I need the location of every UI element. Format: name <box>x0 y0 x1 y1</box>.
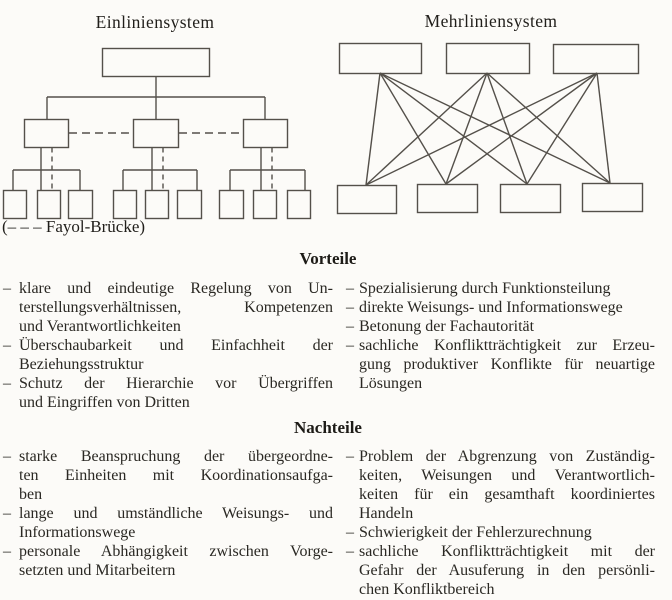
node-box <box>583 184 643 212</box>
item-text: starke Beanspruchung der übergeordne- ten Einheiten mit Koordinationsaufga- ben <box>19 448 333 503</box>
list-item <box>346 317 655 336</box>
node-box <box>25 120 69 148</box>
node-box <box>338 186 397 214</box>
connector-line <box>597 73 610 183</box>
list-item <box>3 447 333 504</box>
connector-line <box>380 73 446 184</box>
node-box <box>178 191 202 219</box>
list-item <box>3 504 333 542</box>
dash-bullet: – <box>3 543 11 560</box>
dash-bullet: – <box>346 524 354 541</box>
item-text: personale Abhängigkeit zwischen Vorge- setzten und Mitarbeitern <box>19 543 333 579</box>
fayol-bruecke-caption: (– – – Fayol-Brücke) <box>2 217 146 236</box>
list-item <box>346 542 655 599</box>
node-box <box>114 191 137 219</box>
node-box <box>288 191 311 219</box>
list-item <box>3 279 333 336</box>
vorteile-heading: Vorteile <box>299 249 357 268</box>
item-text: direkte Weisungs- und Informationswege <box>359 299 623 316</box>
item-text: lange und umständliche Weisungs- und Informationswege <box>19 505 333 541</box>
list-item <box>3 336 333 374</box>
dash-bullet: – <box>346 448 354 465</box>
list-item <box>3 374 333 412</box>
connector-line <box>487 73 610 183</box>
list-item <box>346 279 655 298</box>
dash-bullet: – <box>346 318 354 335</box>
item-text: sachliche Konfliktträchtigkeit zur Erzeu- gung produktiver Konflikte für neuartige Lösungen <box>359 337 655 392</box>
node-box <box>244 120 288 148</box>
mehrliniensystem-title: Mehrliniensystem <box>424 11 558 31</box>
node-box <box>340 44 422 74</box>
item-text: Problem der Abgrenzung von Zuständig- keiten, Weisungen und Verantwortlich- keiten für ein gesamthaft koordiniertes Handeln <box>359 448 655 522</box>
list-item <box>346 298 655 317</box>
item-text: Betonung der Fachautorität <box>359 318 535 335</box>
dash-bullet: – <box>3 375 11 392</box>
item-text: Schwierigkeit der Fehlerzurechnung <box>359 524 592 541</box>
connector-line <box>366 73 487 185</box>
item-text: Spezialisierung durch Funktionsteilung <box>359 280 611 297</box>
dash-bullet: – <box>3 448 11 465</box>
list-item <box>346 523 655 542</box>
list-item <box>3 542 333 580</box>
node-box <box>447 44 530 74</box>
node-box <box>134 120 179 148</box>
dash-bullet: – <box>3 505 11 522</box>
node-box <box>220 191 244 219</box>
item-text: sachliche Konfliktträchtigkeit mit der Gefahr der Ausuferung in den persönli- chen Konfliktbereich <box>359 543 655 598</box>
dash-bullet: – <box>346 337 354 354</box>
node-box <box>501 185 561 213</box>
nachteile-right-column <box>346 447 655 599</box>
nachteile-left-column <box>3 447 333 580</box>
node-box <box>103 49 210 77</box>
list-item <box>346 447 655 523</box>
vorteile-right-column <box>346 279 655 393</box>
connector-line <box>366 73 380 185</box>
nachteile-heading: Nachteile <box>294 418 362 437</box>
dash-bullet: – <box>346 280 354 297</box>
node-box <box>418 185 478 213</box>
item-text: Überschaubarkeit und Einfachheit der Beziehungsstruktur <box>19 337 333 373</box>
node-box <box>554 45 639 74</box>
item-text: Schutz der Hierarchie vor Übergriffen und Eingriffen von Dritten <box>19 375 333 411</box>
node-box <box>38 191 61 219</box>
dash-bullet: – <box>346 543 354 560</box>
node-box <box>69 191 93 219</box>
connector-line <box>446 73 487 184</box>
node-box <box>4 191 27 219</box>
dash-bullet: – <box>3 280 11 297</box>
dash-bullet: – <box>346 299 354 316</box>
list-item <box>346 336 655 393</box>
einliniensystem-title: Einliniensystem <box>95 12 215 32</box>
node-box <box>146 191 169 219</box>
vorteile-left-column <box>3 279 333 412</box>
item-text: klare und eindeutige Regelung von Un- terstellungsverhältnissen, Kompetenzen und Verantwortlichkeiten <box>19 280 333 335</box>
mehrliniensystem-diagram <box>338 44 643 214</box>
dash-bullet: – <box>3 337 11 354</box>
org-charts <box>0 0 672 240</box>
einliniensystem-diagram <box>4 49 311 219</box>
node-box <box>254 191 277 219</box>
